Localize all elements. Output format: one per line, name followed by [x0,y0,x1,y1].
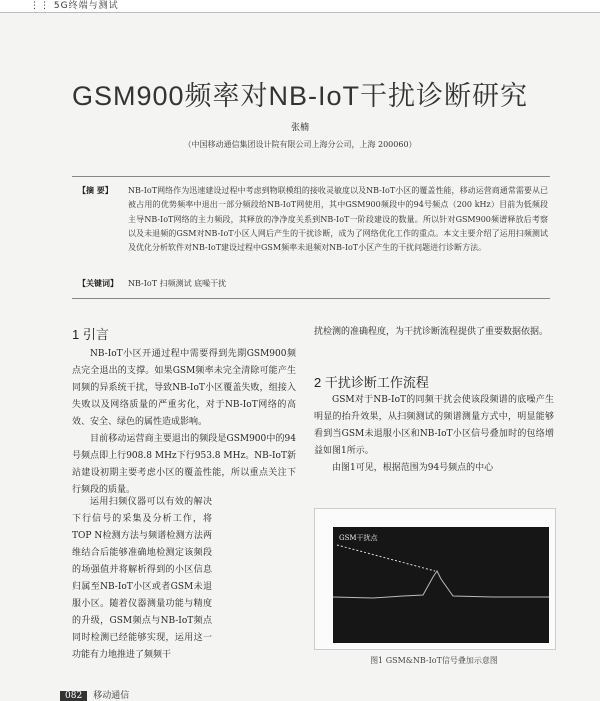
page-number: 082 [60,691,87,701]
journal-name: 移动通信 [93,691,130,701]
header-rule [0,12,600,13]
section1-heading: 1 引言 [72,327,109,342]
spectrum-trace [333,527,549,643]
figure-1 [314,508,556,650]
section2-heading: 2 干扰诊断工作流程 [314,375,429,390]
abstract-text: NB-IoT网络作为迅速建设过程中考虑到物联模组的接收灵敏度以及NB-IoT小区的覆盖性能，移动运营商通常需要从已被占用的优势频率中退出一部分频段给NB-IoT网使用，其中GSM900频段中的94号频点（200 kHz）目前为低频段主导NB-IoT网络的主力频段，其释放的净净度关系到NB-IoT一阶段建设的数量。所以针对GSM900频谱释放后考察以及未退频的GSM对NB-IoT小区人网后产生的干扰诊断，成为了网络优化工作的重点。本文主要介绍了运用扫频测试及优化分析软件对NB-IoT建设过程中GSM频率未退频对NB-IoT小区产生的干扰问题进行诊断方法。 [128,186,548,253]
header-text: 5G终端与测试 [53,1,119,11]
spectrum-plot [333,527,549,643]
author-affiliation: （中国移动通信集团设计院有限公司上海分公司，上海 200060） [183,140,417,149]
paper-title: GSM900频率对NB-IoT干扰诊断研究 [71,81,529,111]
figure-annotation: GSM干扰点 [339,534,378,542]
section2-paragraph-1: GSM对于NB-IoT的同频干扰会使该段频谱的底噪产生明显的抬升效果，从扫频测试的频谱测量方式中，明显能够看到当GSM未退服小区和NB-IoT小区信号叠加时的包络增益如图1所示。 [314,395,554,456]
section1-paragraph-2: 目前移动运营商主要退出的频段是GSM900中的94号频点即上行908.8 MHz下行953.8 MHz。NB-IoT新站建设初期主要考虑小区的覆盖性能，所以重点关注下行频段的质量。 [72,434,296,495]
page-footer [60,688,129,701]
running-header: ⋮⋮ 5G终端与测试 [30,1,119,11]
spectrum-line [333,571,549,598]
right-column-text [314,324,554,341]
section1-text-bottom [72,494,212,664]
section2-paragraph-2: 由图1可见，根据范围为94号频点的中心 [332,463,494,473]
author-name: 张楠 [290,123,309,133]
abstract-bottom-rule [72,298,550,299]
section1-paragraph-1: NB-IoT小区开通过程中需要得到先期GSM900频点完全退出的支撑。如果GSM频率未完全清除可能产生同频的异系统干扰，导致NB-IoT小区覆盖失败，组接入失败以及网络质量的严重劣化，对于NB-IoT网络的高效、安全、绿色的属性造成影响。 [72,349,296,427]
abstract-label: 【摘 要】 [78,185,113,195]
section1-text-top [72,346,296,499]
figure-caption: 图1 GSM&NB-IoT信号叠加示意图 [370,656,498,665]
annotation-pointer [337,545,435,571]
keywords-text: NB-IoT 扫频测试 底噪干扰 [128,279,227,288]
section1-paragraph-3: 运用扫频仪器可以有效的解决下行信号的采集及分析工作，将TOP N检测方法与频谱检测方法两维结合后能够准确地检测定该频段的场强值并将解析得到的小区信息归属至NB-IoT小区或者GSM未退服小区。随着仪器测量功能与精度的升级，GSM频点与NB-IoT频点同时检测已经能够实现，运用这一功能有力地推进了频频干 [72,497,212,660]
section2-text [314,392,554,477]
abstract-top-rule [72,176,550,177]
right-continued-paragraph: 扰检测的准确程度，为干扰诊断流程提供了重要数据依据。 [314,327,549,337]
keywords-label: 【关键词】 [78,278,118,288]
